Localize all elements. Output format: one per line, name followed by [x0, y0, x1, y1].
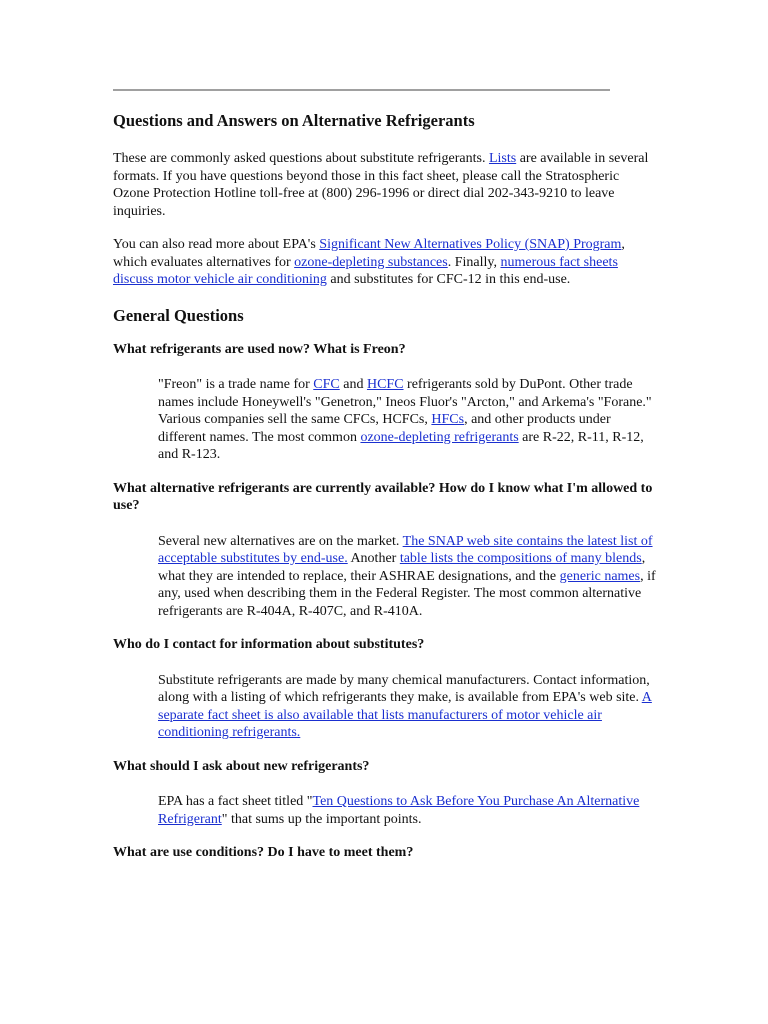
lists-link[interactable]: Lists: [488, 151, 517, 166]
generic-names-link[interactable]: generic names: [559, 568, 641, 584]
page-title: Questions and Answers on Alternative Refrigerants: [113, 111, 475, 130]
intro-paragraph-1: These are commonly asked questions about substitute refrigerants. Lists are available in several formats. If you have questions beyond those in this fact sheet, please call the Stratospheric Ozone Protection Hotline toll-free at (800) 296-1996 or direct dial 202-343-9210 to leave inquiries.: [113, 151, 649, 219]
document-content: [113, 110, 658, 880]
question-1: What refrigerants are used now? What is Freon?: [113, 341, 406, 357]
ozone-depleting-refrigerants-link[interactable]: ozone-depleting refrigerants: [360, 429, 519, 445]
snap-substitutes-link[interactable]: The SNAP web site contains the latest list of acceptable substitutes by end-use.: [158, 533, 653, 566]
question-2: What alternative refrigerants are currently available? How do I know what I'm allowed to use?: [113, 480, 653, 513]
section-heading-general: General Questions: [113, 305, 244, 325]
intro-paragraph-2: You can also read more about EPA's Significant New Alternatives Policy (SNAP) Program, which evaluates alternatives for ozone-depleting substances. Finally, numerous fact sheets discuss motor vehicle air conditioning and substitutes for CFC-12 in this end-use.: [113, 237, 625, 287]
answer-4: EPA has a fact sheet titled "Ten Questions to Ask Before You Purchase An Alternative Refrigerant" that sums up the important points.: [158, 794, 640, 827]
answer-3: Substitute refrigerants are made by many chemical manufacturers. Contact information, along with a listing of which refrigerants they make, is available from EPA's web site. A separate fact sheet is also available that lists manufacturers of motor vehicle air conditioning refrigerants.: [158, 672, 652, 740]
answer-2: Several new alternatives are on the market. The SNAP web site contains the latest list of acceptable substitutes by end-use. Another table lists the compositions of many blends, what they are intended to replace, their ASHRAE designations, and the generic names, if any, used when describing them in the Federal Register. The most common alternative refrigerants are R-404A, R-407C, and R-410A.: [158, 533, 656, 619]
ozone-depleting-substances-link[interactable]: ozone-depleting substances: [294, 254, 448, 270]
cfc-link[interactable]: CFC: [313, 377, 340, 392]
answer-1: "Freon" is a trade name for CFC and HCFC refrigerants sold by DuPont. Other trade names include Honeywell's "Genetron," Ineos Fluor's "Arcton," and Arkema's "Forane." Various companies sell the same CFCs, HCFCs, HFCs, and other products under different names. The most common ozone-depleting refrigerants are R-22, R-11, R-12, and R-123.: [158, 377, 652, 462]
question-3: Who do I contact for information about substitutes?: [113, 637, 425, 652]
ten-questions-link[interactable]: Ten Questions to Ask Before You Purchase An Alternative Refrigerant: [158, 794, 640, 827]
manufacturers-fact-sheet-link[interactable]: A separate fact sheet is also available that lists manufacturers of motor vehicle air conditioning refrigerants.: [158, 690, 652, 740]
snap-program-link[interactable]: Significant New Alternatives Policy (SNAP) Program: [319, 237, 622, 252]
motor-vehicle-fact-sheets-link[interactable]: numerous fact sheets discuss motor vehicle air conditioning: [113, 254, 618, 287]
blends-table-link[interactable]: table lists the compositions of many blends: [399, 551, 642, 566]
horizontal-rule: [113, 89, 610, 91]
hfcs-link[interactable]: HFCs: [431, 412, 465, 427]
hcfc-link[interactable]: HCFC: [366, 377, 404, 392]
question-5: What are use conditions? Do I have to meet them?: [113, 845, 414, 860]
question-4: What should I ask about new refrigerants?: [113, 758, 370, 774]
